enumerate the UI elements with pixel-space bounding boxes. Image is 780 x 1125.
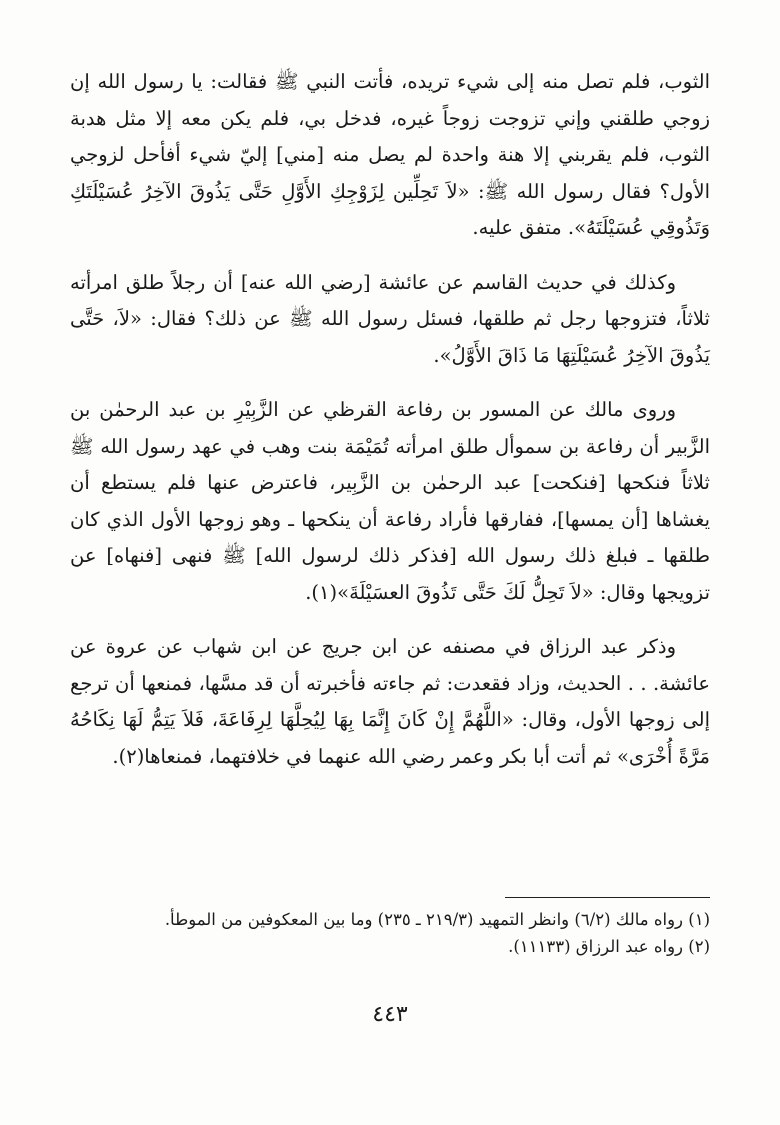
paragraph-3: وروى مالك عن المسور بن رفاعة القرظي عن الزَّبِيْرِ بن عبد الرحمٰن بن الزَّبير أن رفاعة بن سموأل طلق امرأته تُمَيْمَة بنت وهب في عهد رسول الله ﷺ ثلاثاً فنكحها [فنكحت] عبد الرحمٰن بن الزَّبِير، فاعترض عنها فلم يستطع أن يغشاها [أن يمسها]، ففارقها فأراد رفاعة أن ينكحها ـ وهو زوجها الأول الذي كان طلقها ـ فبلغ ذلك رسول الله [فذكر ذلك لرسول الله] ﷺ فنهى [فنهاه] عن تزويجها وقال: «لاَ تَحِلُّ لَكَ حَتَّى تَذُوقَ العسَيْلَةَ»(١). [70, 398, 710, 604]
footnotes [70, 906, 710, 960]
main-text [70, 64, 710, 775]
footnote-2: (٢) رواه عبد الرزاق (١١١٣٣). [508, 937, 710, 956]
paragraph-2: وكذلك في حديث القاسم عن عائشة [رضي الله عنه] أن رجلاً طلق امرأته ثلاثاً، فتزوجها رجل ثم طلقها، فسئل رسول الله ﷺ عن ذلك؟ فقال: «لاَ، حَتَّى يَذُوقَ الآخِرُ عُسَيْلَتِهَا مَا ذَاقَ الأَوَّلُ». [70, 270, 710, 367]
footnote-1: (١) رواه مالك (٦/٢) وانظر التمهيد (٢١٩/٣ ـ ٢٣٥) وما بين المعكوفين من الموطأ. [164, 910, 710, 929]
page-number: ٤٤٣ [372, 1002, 408, 1027]
paragraph-1: الثوب، فلم تصل منه إلى شيء تريده، فأتت النبي ﷺ فقالت: يا رسول الله إن زوجي طلقني وإني تزوجت زوجاً غيره، فدخل بي، فلم يكن معه إلا مثل هدبة الثوب، فلم يقربني إلا هنة واحدة لم يصل منه [مني] إليّ شيء أفأحل لزوجي الأول؟ فقال رسول الله ﷺ: «لاَ تَحِلِّين لِزَوْجِكِ الأَوَّلِ حَتَّى يَذُوقَ الآخِرُ عُسَيْلَتَكِ وَتَذُوقِي عُسَيْلَتَهُ». متفق عليه. [70, 70, 710, 239]
footnote-divider [505, 897, 710, 898]
paragraph-4: وذكر عبد الرزاق في مصنفه عن ابن جريج عن ابن شهاب عن عروة عن عائشة. . . الحديث، وزاد فقعدت: ثم جاءته فأخبرته أن قد مسَّها، فمنعها أن ترجع إلى زوجها الأول، وقال: «اللَّهُمَّ إِنْ كَانَ إِنَّمَا بِهَا لِيُحِلَّهَا لِرِفَاعَةَ، فَلاَ يَتِمُّ لَهَا نِكَاحُهُ مَرَّةً أُخْرَى» ثم أتت أبا بكر وعمر رضي الله عنهما في خلافتهما، فمنعاها(٢). [70, 635, 710, 768]
